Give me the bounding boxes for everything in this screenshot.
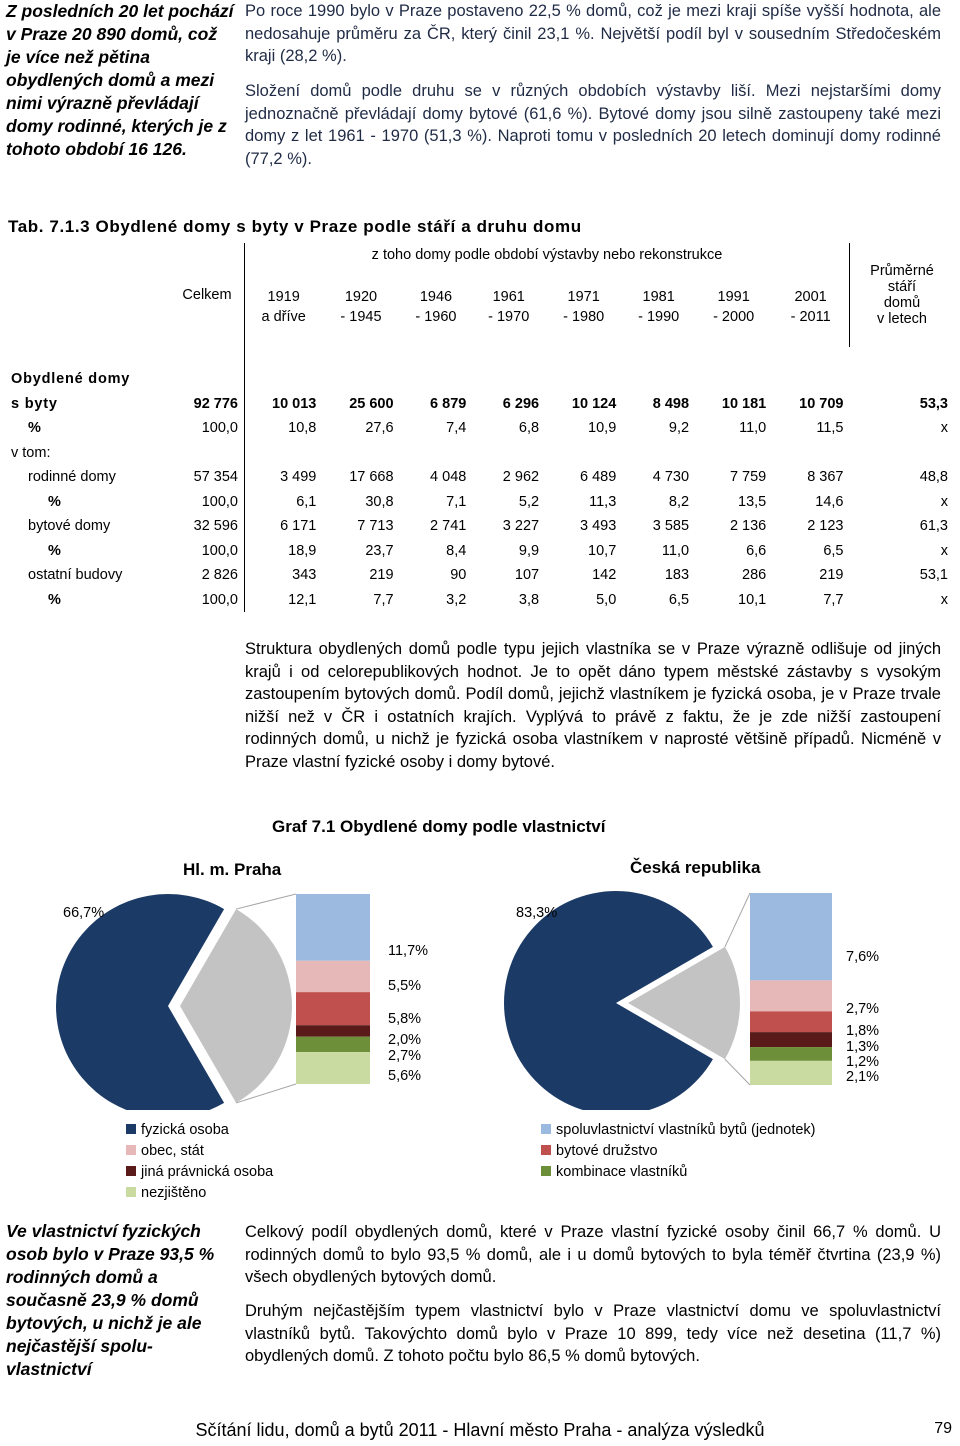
paragraph-3: Struktura obydlených domů podle typu jejich vlastníka se v Praze výrazně odlišuje od jiných krajů i od celorepublikových hodnot. Je to opět dáno typem městské zástavby s vysokým zastoupením bytových domů. Podíl domů, jejichž vlastníkem je fyzická osoba, je v Praze trvale nižší než v ČR i ostatních krajích. Vyplývá to právě z faktu, že je zde nižší zastoupení rodinných domů, u nichž je fyzická osoba vlastníkem v naprosté většině případů. Nicméně v Praze vlastní fyzické osoby i domy bytové. [245,640,941,771]
header-average-age [850,243,955,347]
cell: 2 826 [170,563,245,588]
cell: 183 [664,567,690,584]
cell: 3,2 [446,591,467,608]
legend-swatch [541,1124,551,1134]
cell: 5,0 [596,591,617,608]
stack-segment [296,961,370,992]
header-period-line: 1991 [717,289,750,305]
connector-line [725,1059,750,1085]
cell [622,347,695,392]
cell: 53,1 [919,567,948,584]
cell: 3 493 [579,518,617,535]
header-period [322,267,399,347]
cell: 107 [514,567,540,584]
header-period [545,267,622,347]
stack-segment [750,980,832,1011]
cell: 11,0 [661,542,690,559]
cell: 100,0 [170,416,245,441]
header-period-line: - 2000 [713,309,755,325]
cell [772,441,849,466]
page-number: 79 [934,1420,952,1437]
legend-label: kombinace vlastníků [556,1164,688,1180]
table-row [8,392,954,417]
legend-label: fyzická osoba [141,1122,229,1138]
header-total: Celkem [170,243,245,347]
cell: 8 498 [652,395,690,412]
legend-left [126,1122,273,1206]
cell: 6,8 [518,420,540,437]
table-row [8,416,954,441]
sidenote-bottom: Ve vlastnictví fyzických osob bylo v Praze 93,5 % rodinných domů a současně 23,9 % domů bytových, u nichž je ale nejčastější spolu-vlastnictví [6,1221,215,1379]
legend-swatch [126,1187,136,1197]
cell: 343 [292,567,317,584]
paragraph-5: Druhým nejčastějším typem vlastnictví bylo v Praze vlastnictví domu ve spoluvlastnictví vlastníků bytů. Takovýchto domů bylo v Praze 10 899, tedy více než desetina (11,7 %) obydlených domů. Z tohoto počtu bylo 86,5 % domů bytových. [245,1302,941,1365]
cell: 10 124 [571,395,617,412]
legend-right [541,1122,816,1185]
data-label: 11,7% [388,943,429,959]
row-label: % [48,542,61,559]
table-row [8,441,954,466]
header-period-line: 1946 [419,289,453,305]
cell: x [940,493,948,510]
cell: 27,6 [365,420,394,437]
legend-item [541,1143,816,1164]
cell: 7,4 [446,420,467,437]
cell: 4 730 [652,469,690,486]
data-label: 7,6% [846,949,880,965]
stack-segment [750,893,832,980]
header-average-age-line: stáří [887,279,917,295]
legend-swatch [541,1145,551,1155]
header-period-line: 1971 [567,289,600,305]
cell: 10,9 [588,420,617,437]
row-label: Obydlené domy [11,371,131,388]
header-period-line: - 1945 [340,309,382,325]
data-table [8,243,954,612]
cell: 6 296 [502,395,540,412]
stack-segment [750,1011,832,1032]
data-label: 5,8% [388,1011,422,1027]
cell: 2 136 [729,518,767,535]
legend-item [126,1164,273,1185]
header-period [772,267,849,347]
cell: 11,0 [739,420,767,437]
row-label: % [48,493,61,510]
header-period [472,267,545,347]
cell: 7 713 [357,518,394,535]
table-row [8,588,954,613]
table-row [8,490,954,515]
cell: 53,3 [919,395,948,412]
cell [472,441,545,466]
cell: 2 123 [807,518,844,535]
legend-item [126,1122,273,1143]
header-period-line: - 1960 [415,309,457,325]
legend-label: nezjištěno [141,1185,207,1201]
cell: 57 354 [170,465,245,490]
cell: 10,7 [588,542,617,559]
cell: 10,8 [288,420,317,437]
header-period [245,267,323,347]
cell: 10,1 [738,591,767,608]
graph-title: Graf 7.1 Obydlené domy podle vlastnictví [272,817,606,836]
cell [545,441,622,466]
cell [622,441,695,466]
table-row [8,465,954,490]
row-label: bytové domy [28,518,111,535]
row-label: % [48,591,61,608]
legend-label: spoluvlastnictví vlastníků bytů (jednotek) [556,1122,816,1138]
cell: 10 013 [272,395,317,412]
table-row [8,514,954,539]
data-label: 83,3% [516,905,558,921]
legend-item [126,1185,273,1206]
cell: 3,8 [518,591,540,608]
row-label: s byty [11,395,58,412]
cell: 100,0 [170,588,245,613]
cell: 10 709 [799,395,844,412]
cell [695,347,772,392]
header-period-line: 1981 [642,289,675,305]
cell [472,347,545,392]
row-label: % [28,420,41,437]
cell [695,441,772,466]
cell: 9,2 [668,420,690,437]
cell: 8,2 [668,493,690,510]
cell: 48,8 [919,469,948,486]
legend-label: bytové družstvo [556,1143,658,1159]
cell: 25 600 [349,395,394,412]
data-label: 2,1% [846,1069,880,1085]
cell [400,441,473,466]
cell: x [940,542,948,559]
cell [400,347,473,392]
stack-segment [296,1052,370,1084]
stack-segment [296,1037,370,1052]
cell: 219 [819,567,844,584]
cell: 6,6 [746,542,767,559]
legend-swatch [126,1145,136,1155]
cell: x [940,420,948,437]
cell [170,441,245,466]
cell: 6,5 [668,591,690,608]
table-corner [8,243,170,347]
legend-label: obec, stát [141,1143,204,1159]
cell: 3 499 [280,469,317,486]
stack-segment [296,1025,370,1036]
cell: 30,8 [365,493,394,510]
header-period-line: 2001 [794,289,827,305]
cell: 6 879 [430,395,467,412]
sidenote-top: Z posledních 20 let pochází v Praze 20 890 domů, což je více než pětina obydlených domů a mezi nimi výrazně převládají domy rodinné, kterých je z tohoto období 16 126. [6,1,234,159]
cell: 7,7 [823,591,844,608]
legend-label: jiná právnická osoba [141,1164,274,1180]
header-period [695,267,772,347]
cell: 3 227 [502,518,540,535]
data-label: 66,7% [63,905,105,921]
cell: x [940,591,948,608]
data-label: 5,6% [388,1068,422,1084]
cell: 11,5 [816,420,844,437]
cell: 2 962 [502,469,540,486]
cell [245,441,323,466]
cell: 8,4 [446,542,467,559]
connector-line [236,894,296,909]
row-label: ostatní budovy [28,567,123,584]
row-label: rodinné domy [28,469,116,486]
cell: 17 668 [349,469,394,486]
cell [322,347,399,392]
legend-item [541,1164,816,1185]
cell: 90 [450,567,467,584]
cell: 11,3 [589,493,617,510]
header-period-line: 1919 [267,289,300,305]
cell: 4 048 [430,469,467,486]
paragraph-4: Celkový podíl obydlených domů, které v Praze vlastní fyzické osoby činil 66,7 % domů. U rodinných domů to bylo 93,5 % domů, ale i u domů bytových to byla téměř čtvrtina (23,9 %) všech obydlených bytových domů. [245,1223,941,1286]
stack-segment [296,894,370,961]
cell: 6,5 [823,542,844,559]
cell: 100,0 [170,539,245,564]
cell: 10 181 [721,395,767,412]
data-label: 2,7% [846,1001,880,1017]
row-label: v tom: [11,444,51,461]
cell: 286 [742,567,767,584]
legend-swatch [126,1166,136,1176]
cell [850,347,955,392]
header-period-line: 1920 [344,289,378,305]
paragraph-2: Složení domů podle druhu se v různých obdobích výstavby liší. Mezi nejstaršími domy jednoznačně převládají domy bytové (61,6 %). Bytové domy jsou silně zastoupeny také mezi domy z let 1961 - 1970 (51,3 %). Naproti tomu v posledních 20 letech dominují domy rodinné (77,2 %). [245,82,941,168]
header-average-age-line: Průměrné [870,263,934,279]
header-average-age-line: v letech [877,311,927,327]
data-label: 2,0% [388,1032,422,1048]
cell: 219 [369,567,394,584]
charts-svg [0,880,960,1110]
header-period-line: - 2011 [790,309,831,325]
legend-swatch [541,1166,551,1176]
header-period-line: 1961 [492,289,525,305]
table-row [8,563,954,588]
header-period-line: - 1970 [488,309,530,325]
data-label: 5,5% [388,978,422,994]
cell: 7,1 [446,493,467,510]
cell [545,347,622,392]
cell: 61,3 [919,518,948,535]
legend-item [541,1122,816,1143]
table-title: Tab. 7.1.3 Obydlené domy s byty v Praze podle stáří a druhu domu [8,217,582,236]
cell: 13,5 [738,493,767,510]
cell: 23,7 [365,542,394,559]
cell: 142 [592,567,617,584]
cell: 7,7 [373,591,394,608]
header-period-line: - 1980 [563,309,605,325]
cell [245,347,323,392]
cell: 14,6 [815,493,844,510]
cell: 9,9 [518,542,540,559]
header-period-line: - 1990 [638,309,680,325]
cell: 100,0 [170,490,245,515]
cell [170,347,245,392]
header-group: z toho domy podle období výstavby nebo rekonstrukce [371,247,723,263]
data-label: 2,7% [388,1048,422,1064]
cell: 7 759 [729,469,767,486]
stack-segment [750,1061,832,1085]
cell: 8 367 [807,469,844,486]
cell: 18,9 [288,542,317,559]
paragraph-1: Po roce 1990 bylo v Praze postaveno 22,5 % domů, což je mezi kraji spíše vyšší hodnota, ale nedosahuje průměru za ČR, který činil 23,1 %. Největší podíl byl v sousedním Středočeském kraji (28,2 %). [245,2,941,65]
header-period-line: a dříve [261,309,306,325]
cell: 2 741 [430,518,467,535]
header-average-age-line: domů [883,295,921,311]
legend-item [126,1143,273,1164]
table-row [8,539,954,564]
legend-swatch [126,1124,136,1134]
footer: Sčítání lidu, domů a bytů 2011 - Hlavní město Praha - analýza výsledků [195,1420,765,1440]
cell: 6 489 [579,469,617,486]
data-label: 1,8% [846,1023,880,1039]
cell: 12,1 [288,591,317,608]
cell: 92 776 [170,392,245,417]
cell: 32 596 [170,514,245,539]
cell: 6 171 [280,518,317,535]
header-period [400,267,473,347]
cell: 5,2 [518,493,540,510]
data-label: 1,3% [846,1039,880,1055]
table-row [8,347,954,392]
cell [850,441,955,466]
cell: 3 585 [652,518,690,535]
stack-segment [296,992,370,1025]
stack-segment [750,1047,832,1061]
header-period [622,267,695,347]
data-label: 1,2% [846,1054,880,1070]
chart-title-cr: Česká republika [630,858,761,877]
table-header-row-1 [8,243,954,267]
chart-title-praha: Hl. m. Praha [183,860,282,879]
cell [322,441,399,466]
cell: 6,1 [296,493,317,510]
cell [772,347,849,392]
connector-line [725,893,750,947]
stack-segment [750,1032,832,1047]
